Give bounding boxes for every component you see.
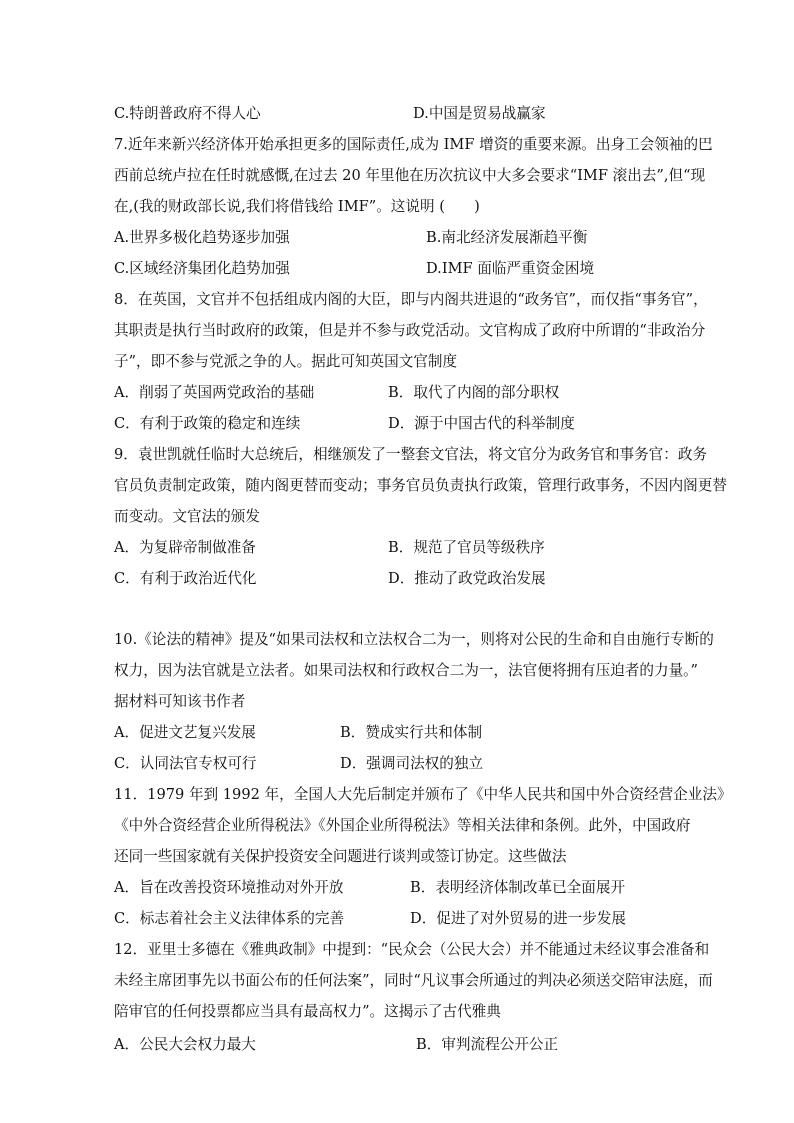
q7-stem-line-1: 7.近年来新兴经济体开始承担更多的国际责任,成为 IMF 增资的重要来源。出身工会领袖的巴 bbox=[114, 136, 713, 153]
q6-option-c: C.特朗普政府不得人心 bbox=[114, 105, 261, 122]
q8-stem-line-3: 子”，即不参与党派之争的人。据此可知英国文官制度 bbox=[114, 353, 458, 370]
q7-option-b: B.南北经济发展渐趋平衡 bbox=[426, 229, 588, 246]
q9-option-b: B．规范了官员等级秩序 bbox=[388, 539, 545, 556]
q12-stem-line-3: 陪审官的任何投票都应当具有最高权力”。这揭示了古代雅典 bbox=[114, 1003, 501, 1020]
q8-stem-line-1: 8．在英国，文官并不包括组成内阁的大臣，即与内阁共进退的“政务官”，而仅指“事务官”， bbox=[114, 291, 708, 308]
q11-stem-line-2: 《中外合资经营企业所得税法》《外国企业所得税法》等相关法律和条例。此外，中国政府 bbox=[114, 817, 691, 834]
q12-stem-line-1: 12．亚里士多德在《雅典政制》中提到：“民众会（公民大会）并不能通过未经议事会准备和 bbox=[114, 941, 710, 958]
q11-option-b: B．表明经济体制改革已全面展开 bbox=[410, 879, 626, 896]
q10-stem-line-1: 10.《论法的精神》提及“如果司法权和立法权合二为一，则将对公民的生命和自由施行专断的 bbox=[114, 631, 714, 648]
q7-stem-line-2: 西前总统卢拉在任时就感慨,在过去 20 年里他在历次抗议中大多会要求“IMF 滚出去”,但“现 bbox=[114, 167, 706, 184]
q7-stem-line-3: 在,(我的财政部长说,我们将借钱给 IMF”。这说明 ( ) bbox=[114, 198, 480, 215]
q11-stem-line-1: 11．1979 年到 1992 年，全国人大先后制定并颁布了《中华人民共和国中外合资经营企业法》 bbox=[114, 786, 732, 803]
q7-option-c: C.区域经济集团化趋势加强 bbox=[114, 260, 290, 277]
q12-stem-line-2: 未经主席团事先以书面公布的任何法案”，同时“凡议事会所通过的判决必须送交陪审法庭，而 bbox=[114, 972, 713, 989]
q6-option-d: D.中国是贸易战赢家 bbox=[413, 105, 546, 122]
q9-stem-line-2: 官员负责制定政策，随内阁更替而变动；事务官员负责执行政策，管理行政事务，不因内阁更替 bbox=[114, 477, 727, 494]
q10-option-c: C．认同法官专权可行 bbox=[114, 755, 257, 772]
q7-option-d: D.IMF 面临严重资金困境 bbox=[426, 260, 595, 277]
q7-option-a: A.世界多极化趋势逐步加强 bbox=[114, 229, 290, 246]
q9-stem-line-1: 9．袁世凯就任临时大总统后，相继颁发了一整套文官法，将文官分为政务官和事务官：政务 bbox=[114, 446, 708, 463]
q9-option-d: D．推动了政党政治发展 bbox=[388, 570, 546, 587]
q8-option-b: B．取代了内阁的部分职权 bbox=[388, 384, 560, 401]
q8-option-d: D．源于中国古代的科举制度 bbox=[388, 415, 575, 432]
q10-option-d: D．强调司法权的独立 bbox=[340, 755, 484, 772]
q11-option-a: A．旨在改善投资环境推动对外开放 bbox=[114, 879, 344, 896]
q10-stem-line-3: 据材料可知该书作者 bbox=[114, 693, 246, 710]
q12-option-b: B．审判流程公开公正 bbox=[416, 1036, 559, 1053]
q9-option-a: A．为复辟帝制做准备 bbox=[114, 539, 256, 556]
q8-stem-line-2: 其职责是执行当时政府的政策，但是并不参与政党活动。文官构成了政府中所谓的“非政治分 bbox=[114, 322, 706, 339]
q12-option-a: A．公民大会权力最大 bbox=[114, 1036, 256, 1053]
q9-stem-line-3: 而变动。文官法的颁发 bbox=[114, 508, 260, 525]
q10-option-a: A．促进文艺复兴发展 bbox=[114, 724, 256, 741]
q11-option-d: D．促进了对外贸易的进一步发展 bbox=[410, 910, 627, 927]
q10-option-b: B．赞成实行共和体制 bbox=[340, 724, 483, 741]
q8-option-c: C．有利于政策的稳定和连续 bbox=[114, 415, 301, 432]
q9-option-c: C．有利于政治近代化 bbox=[114, 570, 257, 587]
q8-option-a: A．削弱了英国两党政治的基础 bbox=[114, 384, 315, 401]
q11-stem-line-3: 还同一些国家就有关保护投资安全问题进行谈判或签订协定。这些做法 bbox=[114, 848, 567, 865]
q10-stem-line-2: 权力，因为法官就是立法者。如果司法权和行政权合二为一，法官便将拥有压迫者的力量。” bbox=[114, 662, 698, 679]
q11-option-c: C．标志着社会主义法律体系的完善 bbox=[114, 910, 345, 927]
